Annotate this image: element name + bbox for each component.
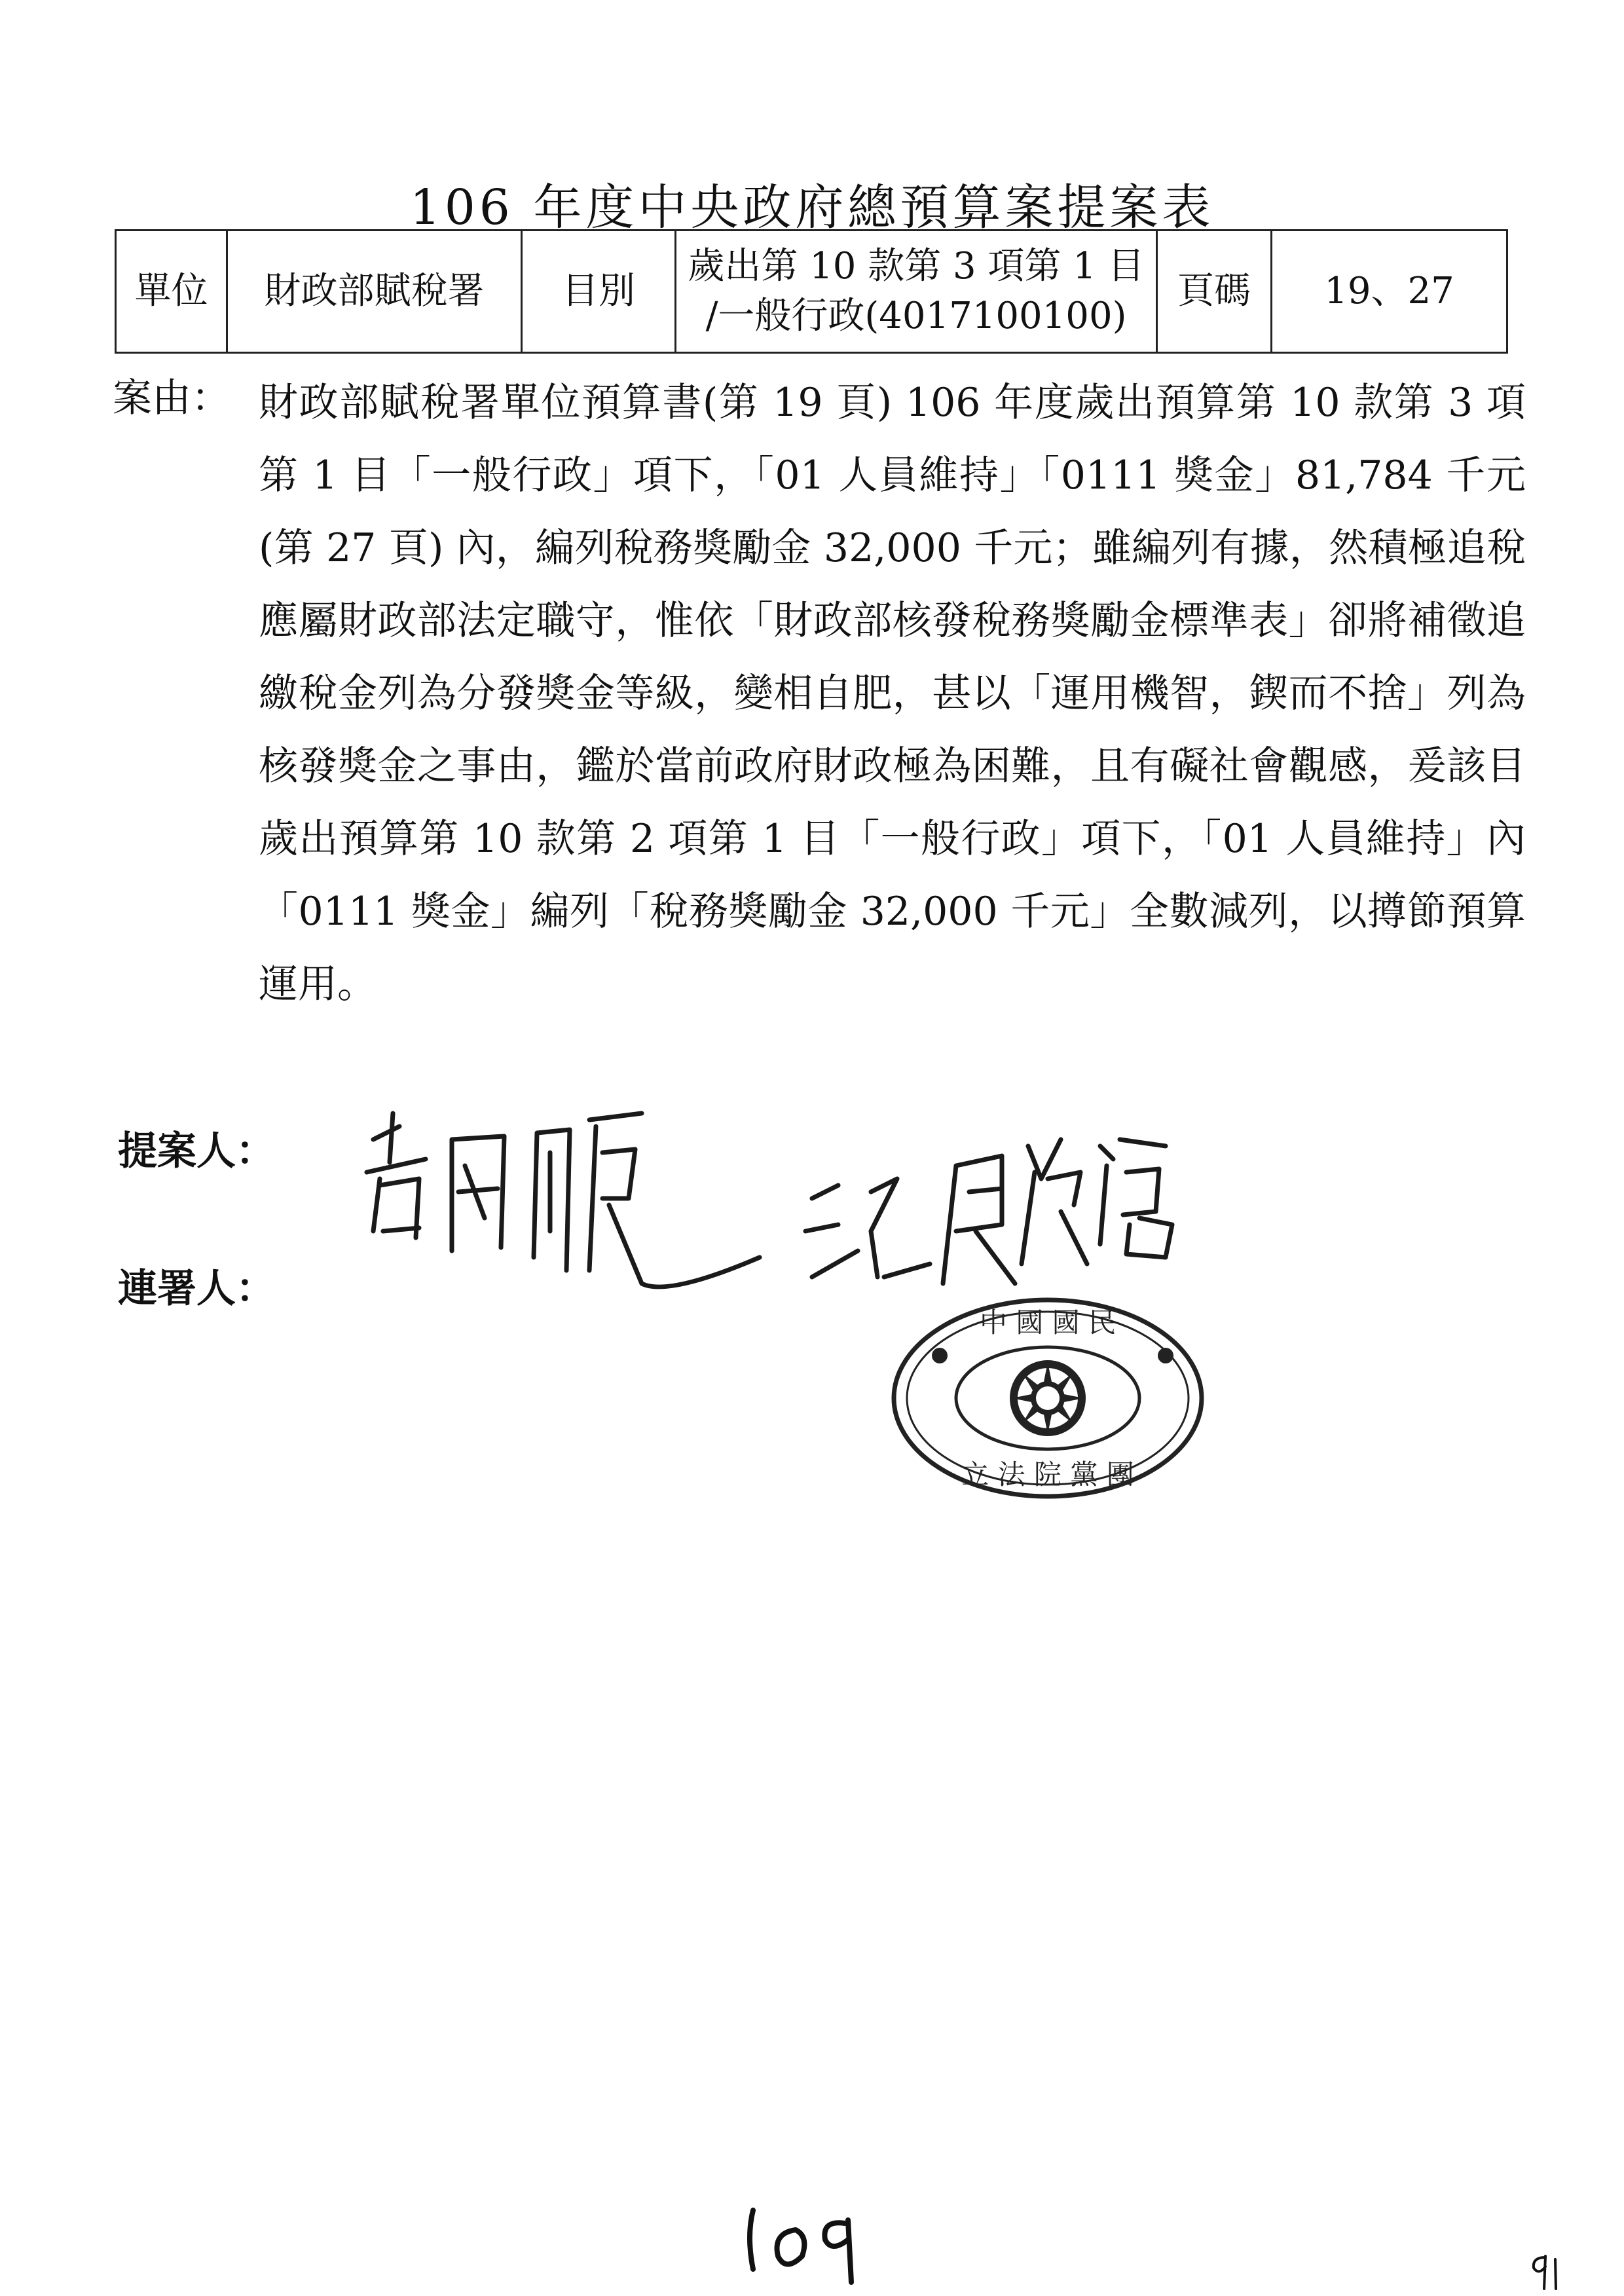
case-label: 案由： (113, 375, 231, 421)
case-text: 財政部賦稅署單位預算書(第 19 頁) 106 年度歲出預算第 10 款第 3 項第 1 目「一般行政」項下，「01 人員維持」「0111 獎金」81,784 千元(第 27 頁) 內，編列稅務獎勵金 32,000 千元；雖編列有據，然積極追稅應屬財政部法定職守，惟依「財政部核發稅務獎勵金標準表」卻將補徵追繳稅金列為分發獎金等級，變相自肥，甚以「運用機智，鍥而不捨」列為核發獎金之事由，鑑於當前政府財政極為困難，且有礙社會觀感，爰該目歲出預算第 10 款第 2 項第 1 目「一般行政」項下，「01 人員維持」內「0111 獎金」編列「稅務獎勵金 32,000 千元」全數減列，以撙節預算運用。 (259, 380, 1526, 1007)
page-value: 19、27 (1272, 231, 1507, 353)
seal-bottom-text: 立 法 院 黨 團 (961, 1458, 1134, 1491)
info-table (115, 229, 1508, 354)
cosigner-label: 連署人： (118, 1266, 275, 1312)
caucus-seal (884, 1290, 1211, 1506)
unit-label: 單位 (116, 231, 227, 353)
handwritten-page-number (733, 2191, 877, 2289)
item-value-line2: /一般行政(4017100100) (705, 295, 1127, 337)
item-value-line1: 歲出第 10 款第 3 項第 1 目 (688, 245, 1145, 288)
item-value (676, 231, 1157, 353)
page-label: 頁碼 (1157, 231, 1272, 353)
document-title: 106 年度中央政府總預算案提案表 (409, 179, 1215, 236)
corner-page-number (1526, 2250, 1572, 2295)
seal-top-text: 中 國 國 民 (979, 1306, 1116, 1339)
signatures (354, 1100, 1205, 1316)
unit-value: 財政部賦稅署 (227, 231, 522, 353)
proposer-label: 提案人： (118, 1128, 275, 1174)
item-label: 目別 (522, 231, 676, 353)
